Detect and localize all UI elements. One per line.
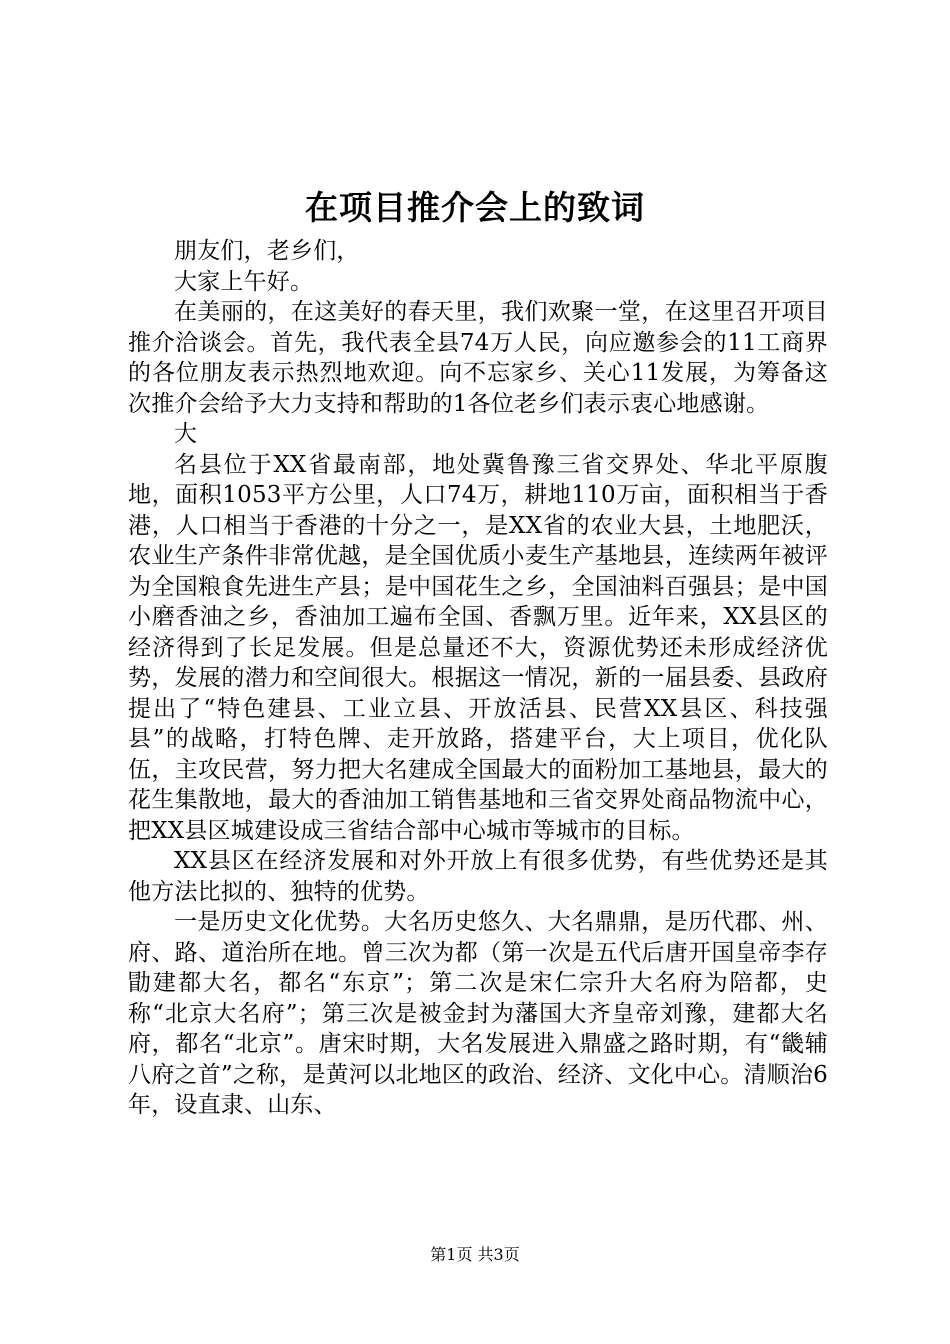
paragraph-county-intro: 名县位于XX省最南部，地处冀鲁豫三省交界处、华北平原腹地，面积1053平方公里，人口74万，耕地110万亩，面积相当于香港，人口相当于香港的十分之一，是XX省的农业大县，土地肥沃，农业生产条件非常优越，是全国优质小麦生产基地县，连续两年被评为全国粮食先进生产县；是中国花生之乡，全国油料百强县；是中国小磨香油之乡，香油加工遍布全国、香飘万里。近年来，XX县区的经济得到了长足发展。但是总量还不大，资源优势还未形成经济优势，发展的潜力和空间很大。根据这一情况，新的一届县委、县政府提出了“特色建县、工业立县、开放活县、民营XX县区、科技强县”的战略，打特色牌、走开放路，搭建平台，大上项目，优化队伍，主攻民营，努力把大名建成全国最大的面粉加工基地县，最大的花生集散地，最大的香油加工销售基地和三省交界处商品物流中心，把XX县区城建设成三省结合部中心城市等城市的目标。 bbox=[128, 451, 828, 844]
paragraph-advantages: XX县区在经济发展和对外开放上有很多优势，有些优势还是其他方法比拟的、独特的优势。 bbox=[128, 848, 828, 905]
paragraph-history: 一是历史文化优势。大名历史悠久、大名鼎鼎，是历代郡、州、府、路、道治所在地。曾三次为都（第一次是五代后唐开国皇帝李存勖建都大名，都名“东京”；第二次是宋仁宗升大名府为陪都，史称“北京大名府”；第三次是被金封为藩国大齐皇帝刘豫，建都大名府，都名“北京”。唐宋时期，大名发展进入鼎盛之路时期，有“畿辅八府之首”之称，是黄河以北地区的政治、经济、文化中心。清顺治6年，设直隶、山东、 bbox=[128, 909, 828, 1118]
document-title: 在项目推介会上的致词 bbox=[305, 188, 645, 227]
paragraph-fragment: 大 bbox=[174, 421, 198, 447]
page-footer: 第1页 共3页 bbox=[430, 1245, 520, 1264]
paragraph-greeting-1: 朋友们，老乡们， bbox=[174, 238, 360, 264]
document-body bbox=[128, 236, 828, 1121]
paragraph-greeting-2: 大家上午好。 bbox=[174, 268, 314, 295]
paragraph-welcome: 在美丽的，在这美好的春天里，我们欢聚一堂，在这里召开项目推介洽谈会。首先，我代表全县74万人民，向应邀参会的11工商界的各位朋友表示热烈地欢迎。向不忘家乡、关心11发展，为筹备这次推介会给予大力支持和帮助的1各位老乡们表示衷心地感谢。 bbox=[128, 299, 828, 417]
